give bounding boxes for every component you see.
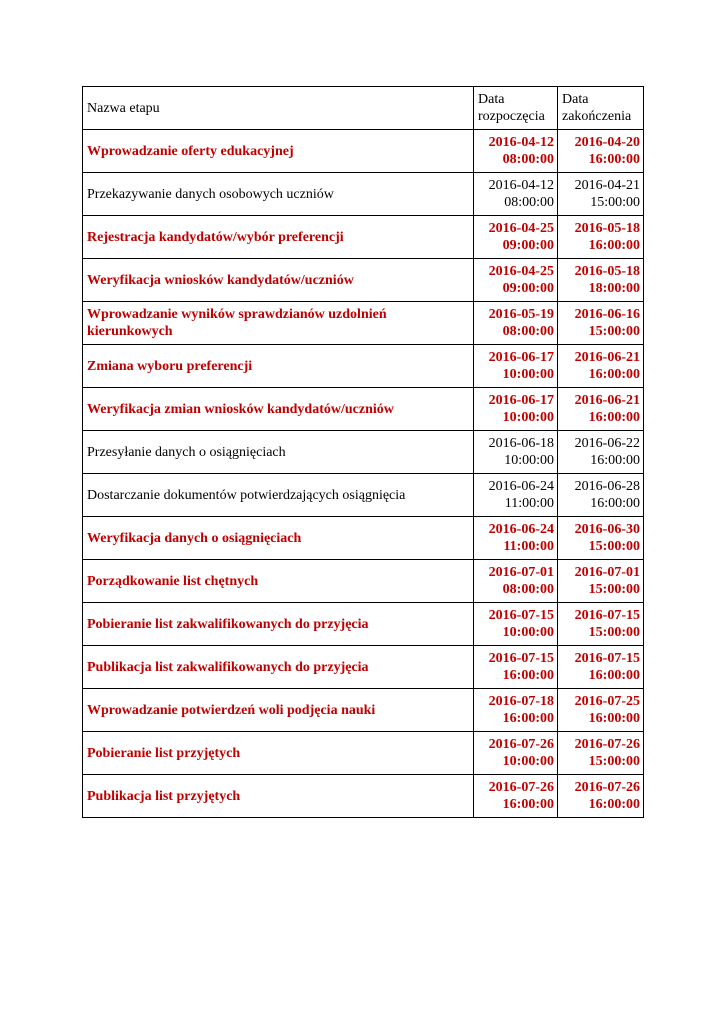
end-datetime [558,345,644,388]
table-row [83,216,644,259]
end-time: 16:00:00 [588,797,640,812]
start-time: 16:00:00 [502,711,554,726]
table-row [83,603,644,646]
start-datetime [474,775,558,818]
stage-name: Wprowadzanie wyników sprawdzianów uzdolnień kierunkowych [83,302,474,345]
header-start-date: Data rozpoczęcia [474,87,558,130]
stage-name: Porządkowanie list chętnych [83,560,474,603]
header-row [83,87,644,130]
start-datetime [474,474,558,517]
start-time: 10:00:00 [502,754,554,769]
end-date: 2016-07-26 [574,737,640,752]
end-time: 16:00:00 [590,453,640,468]
end-date: 2016-04-20 [574,135,640,150]
table-row [83,345,644,388]
end-datetime [558,646,644,689]
end-date: 2016-06-21 [574,393,640,408]
start-date: 2016-06-17 [488,393,554,408]
table-row [83,775,644,818]
start-time: 09:00:00 [502,281,554,296]
stage-name: Weryfikacja wniosków kandydatów/uczniów [83,259,474,302]
end-time: 15:00:00 [588,582,640,597]
start-time: 10:00:00 [502,367,554,382]
start-datetime [474,431,558,474]
end-date: 2016-07-15 [574,608,640,623]
end-date: 2016-07-01 [574,565,640,580]
stage-name: Rejestracja kandydatów/wybór preferencji [83,216,474,259]
start-datetime [474,216,558,259]
end-datetime [558,302,644,345]
start-datetime [474,130,558,173]
start-date: 2016-05-19 [488,307,554,322]
start-datetime [474,302,558,345]
start-date: 2016-04-25 [488,221,554,236]
end-time: 16:00:00 [588,238,640,253]
start-datetime [474,603,558,646]
header-end-date: Data zakończenia [558,87,644,130]
table-row [83,173,644,216]
end-datetime [558,259,644,302]
start-time: 08:00:00 [502,324,554,339]
end-time: 15:00:00 [588,324,640,339]
end-date: 2016-05-18 [574,264,640,279]
end-date: 2016-06-22 [574,436,640,451]
end-date: 2016-04-21 [574,178,640,193]
end-time: 16:00:00 [588,668,640,683]
start-time: 10:00:00 [502,625,554,640]
stage-name: Weryfikacja danych o osiągnięciach [83,517,474,560]
end-datetime [558,431,644,474]
start-time: 08:00:00 [502,582,554,597]
end-datetime [558,689,644,732]
end-datetime [558,388,644,431]
end-date: 2016-06-16 [574,307,640,322]
start-date: 2016-04-12 [488,178,554,193]
stage-name: Weryfikacja zmian wniosków kandydatów/uczniów [83,388,474,431]
start-datetime [474,345,558,388]
end-datetime [558,732,644,775]
end-datetime [558,517,644,560]
stage-name: Pobieranie list przyjętych [83,732,474,775]
table-row [83,259,644,302]
table-row [83,302,644,345]
end-datetime [558,130,644,173]
start-date: 2016-04-25 [488,264,554,279]
start-date: 2016-07-15 [488,608,554,623]
end-time: 15:00:00 [588,754,640,769]
start-time: 16:00:00 [502,797,554,812]
start-date: 2016-06-18 [488,436,554,451]
end-date: 2016-07-15 [574,651,640,666]
start-time: 08:00:00 [504,195,554,210]
start-date: 2016-06-24 [488,522,554,537]
end-time: 16:00:00 [588,152,640,167]
start-datetime [474,259,558,302]
start-date: 2016-06-24 [488,479,554,494]
table-row [83,431,644,474]
start-time: 16:00:00 [502,668,554,683]
end-time: 16:00:00 [590,496,640,511]
end-datetime [558,474,644,517]
start-datetime [474,173,558,216]
stage-name: Zmiana wyboru preferencji [83,345,474,388]
table-row [83,689,644,732]
end-datetime [558,173,644,216]
start-date: 2016-07-26 [488,737,554,752]
stage-name: Wprowadzanie oferty edukacyjnej [83,130,474,173]
start-datetime [474,388,558,431]
start-datetime [474,732,558,775]
end-time: 18:00:00 [588,281,640,296]
start-date: 2016-07-18 [488,694,554,709]
stage-name: Wprowadzanie potwierdzeń woli podjęcia nauki [83,689,474,732]
stage-name: Przekazywanie danych osobowych uczniów [83,173,474,216]
table-row [83,732,644,775]
table-row [83,474,644,517]
start-date: 2016-07-26 [488,780,554,795]
table-row [83,560,644,603]
end-time: 16:00:00 [588,711,640,726]
start-time: 11:00:00 [504,496,554,511]
stage-name: Publikacja list zakwalifikowanych do przyjęcia [83,646,474,689]
end-date: 2016-05-18 [574,221,640,236]
start-date: 2016-07-01 [488,565,554,580]
table-row [83,130,644,173]
end-time: 15:00:00 [590,195,640,210]
end-time: 16:00:00 [588,367,640,382]
end-datetime [558,775,644,818]
start-date: 2016-06-17 [488,350,554,365]
start-datetime [474,560,558,603]
start-time: 08:00:00 [502,152,554,167]
table-row [83,517,644,560]
start-datetime [474,646,558,689]
start-datetime [474,689,558,732]
end-datetime [558,560,644,603]
start-time: 10:00:00 [504,453,554,468]
start-time: 10:00:00 [502,410,554,425]
end-date: 2016-07-25 [574,694,640,709]
stage-name: Przesyłanie danych o osiągnięciach [83,431,474,474]
end-date: 2016-06-30 [574,522,640,537]
end-time: 15:00:00 [588,625,640,640]
table-row [83,646,644,689]
header-stage-name: Nazwa etapu [83,87,474,130]
end-time: 16:00:00 [588,410,640,425]
end-date: 2016-06-21 [574,350,640,365]
stage-name: Publikacja list przyjętych [83,775,474,818]
end-date: 2016-07-26 [574,780,640,795]
table-row [83,388,644,431]
start-date: 2016-04-12 [488,135,554,150]
schedule-table [82,86,644,818]
end-date: 2016-06-28 [574,479,640,494]
end-datetime [558,603,644,646]
stage-name: Pobieranie list zakwalifikowanych do przyjęcia [83,603,474,646]
start-time: 09:00:00 [502,238,554,253]
start-datetime [474,517,558,560]
stage-name: Dostarczanie dokumentów potwierdzających osiągnięcia [83,474,474,517]
start-time: 11:00:00 [503,539,554,554]
end-datetime [558,216,644,259]
end-time: 15:00:00 [588,539,640,554]
start-date: 2016-07-15 [488,651,554,666]
